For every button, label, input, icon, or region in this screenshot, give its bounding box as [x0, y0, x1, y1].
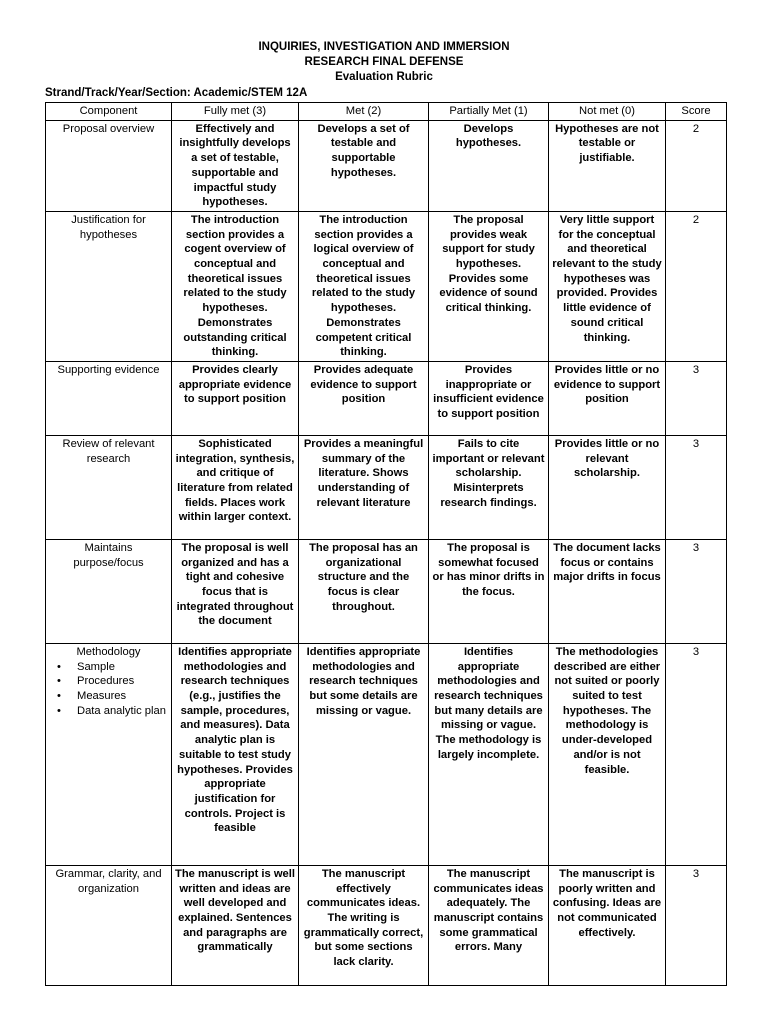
rubric-table — [45, 102, 727, 986]
subitem-label: Data analytic plan — [77, 704, 166, 717]
not-met-cell: The document lacks focus or contains major drifts in focus — [549, 539, 666, 643]
partially-met-cell: The manuscript communicates ideas adequately. The manuscript contains some grammatical errors. Many — [429, 865, 549, 985]
met-cell: The introduction section provides a logical overview of conceptual and theoretical issues related to the study hypotheses. Demonstrates competent critical thinking. — [299, 211, 429, 361]
column-header: Score — [666, 103, 727, 121]
partially-met-cell: Develops hypotheses. — [429, 120, 549, 211]
bullet-icon: • — [57, 660, 61, 673]
list-item — [55, 704, 168, 719]
met-cell: The proposal has an organizational structure and the focus is clear throughout. — [299, 539, 429, 643]
column-header: Met (2) — [299, 103, 429, 121]
not-met-cell: Hypotheses are not testable or justifiable. — [549, 120, 666, 211]
subitem-label: Procedures — [77, 675, 135, 688]
table-header-row — [46, 103, 727, 121]
list-item — [55, 689, 168, 704]
met-cell: Provides a meaningful summary of the literature. Shows understanding of relevant literature — [299, 435, 429, 539]
met-cell: Identifies appropriate methodologies and research techniques but some details are missing or vague. — [299, 643, 429, 865]
list-item — [55, 674, 168, 689]
fully-met-cell: Provides clearly appropriate evidence to support position — [172, 361, 299, 435]
methodology-label: Methodology — [76, 645, 141, 658]
table-row — [46, 361, 727, 435]
document-title: INQUIRIES, INVESTIGATION AND IMMERSION — [258, 41, 510, 53]
not-met-cell: The manuscript is poorly written and confusing. Ideas are not communicated effectively. — [549, 865, 666, 985]
table-row — [46, 211, 727, 361]
partially-met-cell: Identifies appropriate methodologies and research techniques but many details are missing or vague. The methodology is largely incomplete. — [429, 643, 549, 865]
met-cell: The manuscript effectively communicates ideas. The writing is grammatically correct, but some sections lack clarity. — [299, 865, 429, 985]
component-cell: Supporting evidence — [46, 361, 172, 435]
score-cell: 2 — [666, 120, 727, 211]
partially-met-cell: Provides inappropriate or insufficient evidence to support position — [429, 361, 549, 435]
component-cell: Proposal overview — [46, 120, 172, 211]
not-met-cell: Provides little or no relevant scholarship. — [549, 435, 666, 539]
document-subtitle: RESEARCH FINAL DEFENSE — [304, 56, 464, 68]
methodology-subitems — [49, 660, 168, 719]
table-row — [46, 120, 727, 211]
component-cell: Review of relevant research — [46, 435, 172, 539]
column-header: Partially Met (1) — [429, 103, 549, 121]
partially-met-cell: The proposal is somewhat focused or has minor drifts in the focus. — [429, 539, 549, 643]
column-header: Component — [46, 103, 172, 121]
fully-met-cell: The manuscript is well written and ideas are well developed and explained. Sentences and paragraphs are grammatically — [172, 865, 299, 985]
bullet-icon: • — [57, 690, 61, 703]
score-cell: 3 — [666, 539, 727, 643]
score-cell: 3 — [666, 643, 727, 865]
subitem-label: Measures — [77, 690, 127, 703]
document-rubric-label: Evaluation Rubric — [335, 71, 433, 83]
fully-met-cell: The proposal is well organized and has a tight and cohesive focus that is integrated throughout the document — [172, 539, 299, 643]
score-cell: 3 — [666, 435, 727, 539]
fully-met-cell: The introduction section provides a cogent overview of conceptual and theoretical issues related to the study hypotheses. Demonstrates outstanding critical thinking. — [172, 211, 299, 361]
score-cell: 2 — [666, 211, 727, 361]
component-cell: Justification for hypotheses — [46, 211, 172, 361]
component-cell: Grammar, clarity, and organization — [46, 865, 172, 985]
table-row — [46, 539, 727, 643]
list-item — [55, 660, 168, 675]
table-row — [46, 865, 727, 985]
not-met-cell: Provides little or no evidence to support position — [549, 361, 666, 435]
bullet-icon: • — [57, 675, 61, 688]
partially-met-cell: The proposal provides weak support for study hypotheses. Provides some evidence of sound critical thinking. — [429, 211, 549, 361]
met-cell: Provides adequate evidence to support position — [299, 361, 429, 435]
subitem-label: Sample — [77, 660, 115, 673]
score-cell: 3 — [666, 361, 727, 435]
partially-met-cell: Fails to cite important or relevant scholarship. Misinterprets research findings. — [429, 435, 549, 539]
column-header: Not met (0) — [549, 103, 666, 121]
component-cell: Maintains purpose/focus — [46, 539, 172, 643]
table-row — [46, 435, 727, 539]
strand-line: Strand/Track/Year/Section: Academic/STEM 12A — [45, 87, 308, 99]
bullet-icon: • — [57, 704, 61, 717]
score-cell: 3 — [666, 865, 727, 985]
met-cell: Develops a set of testable and supportable hypotheses. — [299, 120, 429, 211]
fully-met-cell: Effectively and insightfully develops a set of testable, supportable and impactful study hypotheses. — [172, 120, 299, 211]
fully-met-cell: Sophisticated integration, synthesis, and critique of literature from related fields. Places work within larger context. — [172, 435, 299, 539]
component-cell — [46, 643, 172, 865]
fully-met-cell: Identifies appropriate methodologies and research techniques (e.g., justifies the sample, procedures, and measures). Data analytic plan is suitable to test study hypotheses. Provides appropriate justification for controls. Project is feasible — [172, 643, 299, 865]
table-row — [46, 643, 727, 865]
not-met-cell: The methodologies described are either not suited or poorly suited to test hypotheses. The methodology is under-developed and/or is not feasible. — [549, 643, 666, 865]
not-met-cell: Very little support for the conceptual and theoretical relevant to the study hypotheses was provided. Provides little evidence of sound critical thinking. — [549, 211, 666, 361]
column-header: Fully met (3) — [172, 103, 299, 121]
